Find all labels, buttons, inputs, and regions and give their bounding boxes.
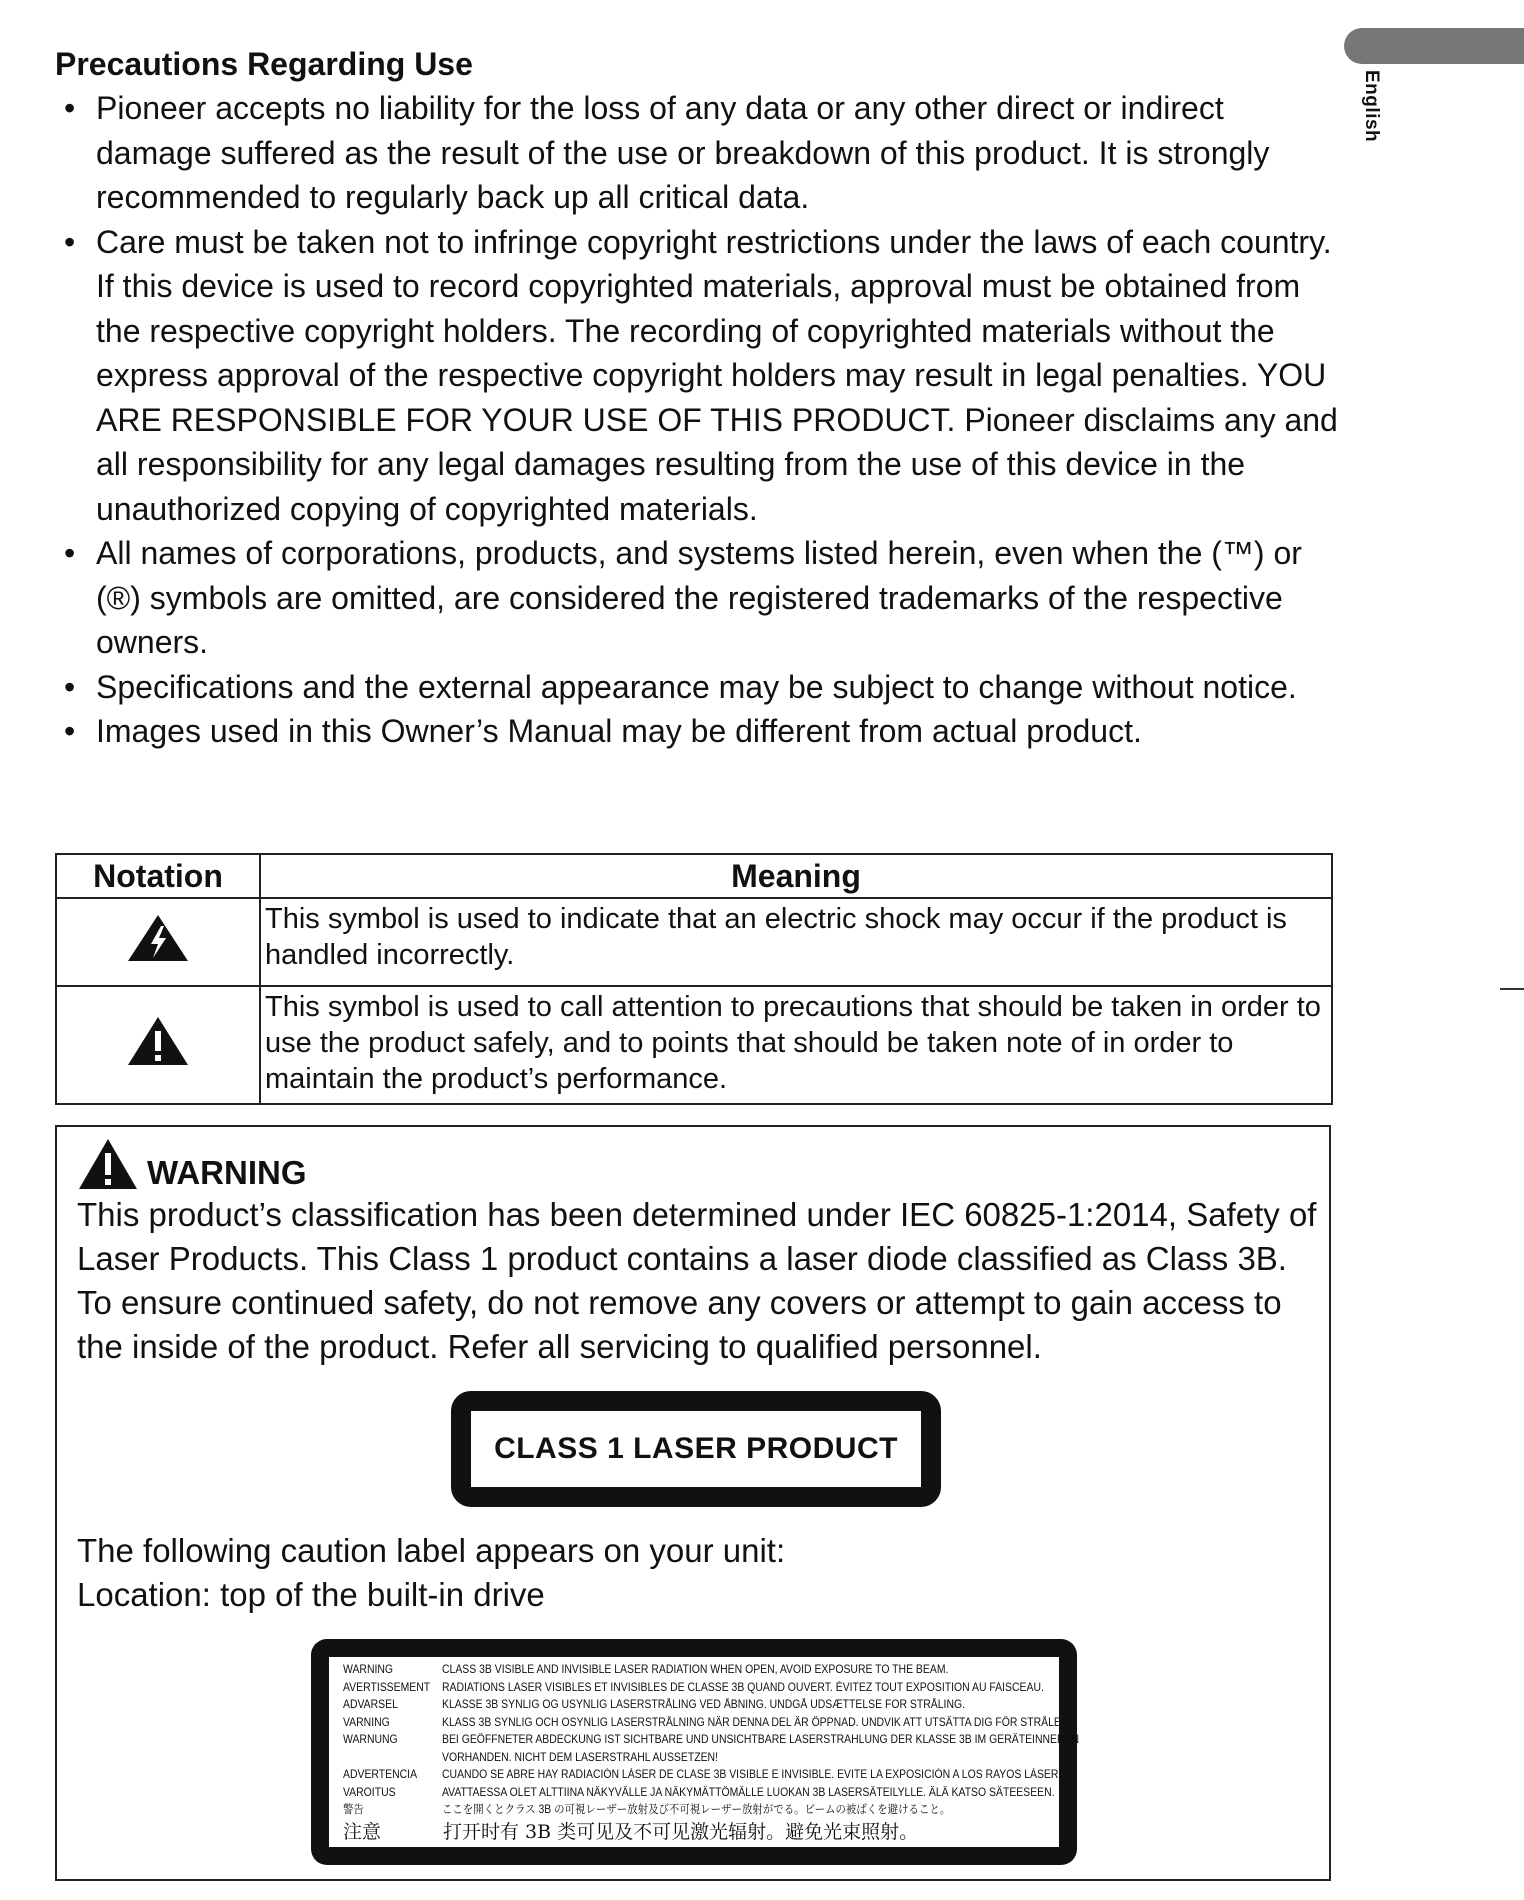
location-line: Location: top of the built-in drive	[77, 1576, 545, 1613]
notation-cell	[56, 898, 260, 986]
label-row: AVERTISSEMENT RADIATIONS LASER VISIBLES ET INVISIBLES DE CLASSE 3B QUAND OUVERT. ÉVITEZ TOUT EXPOSITION AU FAISCEAU.	[343, 1680, 1044, 1694]
table-header-row	[56, 854, 1332, 898]
list-item: • All names of corporations, products, and systems listed herein, even when the (™) or (®) symbols are omitted, are considered the registered trademarks of the respective owners.	[58, 531, 1338, 665]
label-row: WARNING CLASS 3B VISIBLE AND INVISIBLE LASER RADIATION WHEN OPEN, AVOID EXPOSURE TO THE BEAM.	[343, 1663, 949, 1676]
label-row: VAROITUS AVATTAESSA OLET ALTTIINA NÄKYVÄLLE JA NÄKYMÄTTÖMÄLLE LUOKAN 3B LASERSÄTEILYLLE. ÄLÄ KATSO SÄTEESEEN.	[343, 1785, 1055, 1799]
list-item: • Specifications and the external appearance may be subject to change without notice.	[58, 665, 1338, 710]
electric-shock-warning-icon	[126, 913, 190, 963]
language-label: English	[1361, 70, 1382, 143]
caution-label	[311, 1639, 1080, 1865]
list-item: • Care must be taken not to infringe copyright restrictions under the laws of each country. If this device is used to record copyrighted materials, approval must be obtained from the respective copyright holders. The recording of copyrighted materials without the express approval of the respective copyright holders may result in legal penalties. YOU ARE RESPONSIBLE FOR YOUR USE OF THIS PRODUCT. Pioneer disclaims any and all responsibility for any legal damages resulting from the use of this device in the unauthorized copying of copyrighted materials.	[58, 220, 1338, 532]
notation-table	[55, 853, 1333, 1105]
meaning-cell: This symbol is used to call attention to precautions that should be taken in order to use the product safely, and to points that should be taken note of in order to maintain the product’s performance.	[260, 986, 1332, 1104]
list-item: • Pioneer accepts no liability for the loss of any data or any other direct or indirect damage suffered as the result of the use or breakdown of this product. It is strongly recommended to regularly back up all critical data.	[58, 86, 1338, 220]
meaning-header: Meaning	[260, 854, 1332, 898]
class-1-laser-label	[451, 1391, 941, 1507]
label-row: VARNING KLASS 3B SYNLIG OCH OSYNLIG LASERSTRÅLNING NÄR DENNA DEL ÄR ÖPPNAD. UNDVIK ATT UTSÄTTA DIG FÖR STRÅLEN.	[343, 1715, 1072, 1729]
warning-triangle-icon	[77, 1137, 139, 1191]
table-row	[56, 898, 1332, 986]
class-label-text: CLASS 1 LASER PRODUCT	[494, 1432, 898, 1465]
notation-header: Notation	[56, 854, 260, 898]
meaning-cell: This symbol is used to indicate that an electric shock may occur if the product is handled incorrectly.	[260, 898, 1332, 986]
margin-mark	[1500, 988, 1524, 990]
label-row: 注意 打开时有 3B 类可见及不可见激光辐射。避免光束照射。	[343, 1820, 919, 1843]
caution-exclamation-icon	[126, 1015, 190, 1067]
laser-warning-box	[55, 1125, 1331, 1881]
warning-title: WARNING	[147, 1154, 307, 1191]
warning-text: This product’s classification has been determined under IEC 60825-1:2014, Safety of Laser Products. This Class 1 product contains a laser diode classified as Class 3B. To ensure continued safety, do not remove any covers or attempt to gain access to the inside of the product. Refer all servicing to qualified personnel.	[77, 1196, 1317, 1365]
notation-cell	[56, 986, 260, 1104]
label-row: VORHANDEN. NICHT DEM LASERSTRAHL AUSSETZEN!	[442, 1750, 718, 1764]
caution-location-text	[77, 1529, 785, 1617]
table-row	[56, 986, 1332, 1104]
label-row: 警告 ここを開くとクラス 3B の可視レーザー放射及び不可視レーザー放射がでる。ビームの被ばくを避けること。	[343, 1803, 951, 1816]
caution-line: The following caution label appears on your unit:	[77, 1532, 786, 1569]
list-item: • Images used in this Owner’s Manual may be different from actual product.	[58, 709, 1338, 754]
label-row: ADVERTENCIA CUANDO SE ABRE HAY RADIACIÓN LÁSER DE CLASE 3B VISIBLE E INVISIBLE. EVITE LA EXPOSICIÓN A LOS RAYOS LÁSER.	[343, 1768, 1062, 1781]
language-tab	[1344, 28, 1524, 64]
label-row: WARNUNG BEI GEÖFFNETER ABDECKUNG IST SICHTBARE UND UNSICHTBARE LASERSTRAHLUNG DER KLASSE 3B IM GERÄTEINNEREN	[343, 1733, 1080, 1746]
warning-heading	[77, 1137, 307, 1191]
precautions-list	[58, 86, 1338, 754]
label-row: ADVARSEL KLASSE 3B SYNLIG OG USYNLIG LASERSTRÅLING VED ÅBNING. UNDGÅ UDSÆTTELSE FOR STRÅLING.	[343, 1698, 966, 1711]
section-title: Precautions Regarding Use	[55, 46, 473, 82]
